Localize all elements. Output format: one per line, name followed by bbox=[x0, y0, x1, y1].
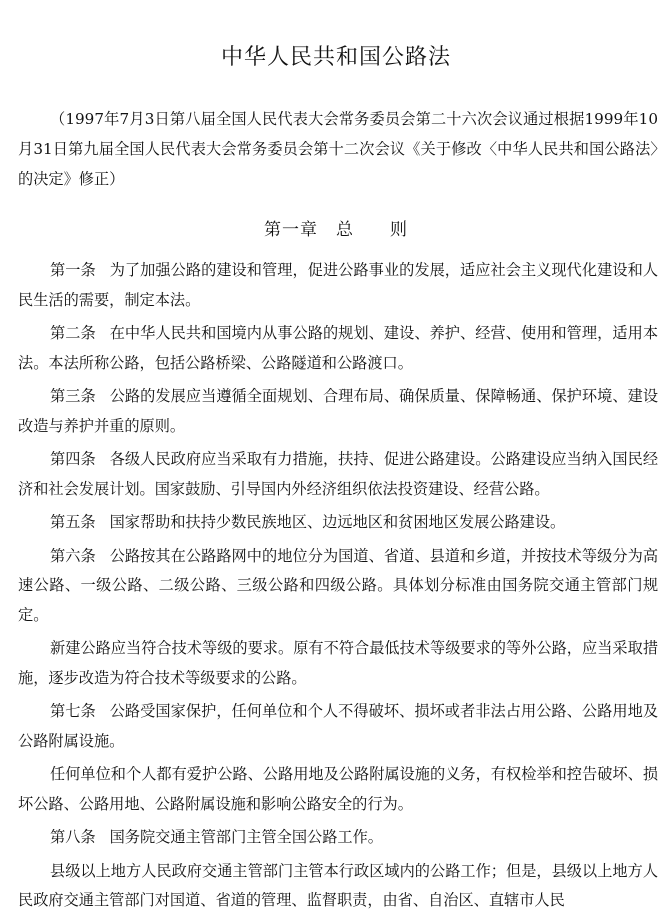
paragraph-text: 县级以上地方人民政府交通主管部门主管本行政区域内的公路工作；但是，县级以上地方人民政府交通主管部门对国道、省道的管理、监督职责，由省、自治区、直辖市人民 bbox=[18, 861, 658, 909]
article-number: 第五条 bbox=[50, 513, 96, 531]
article-number: 第六条 bbox=[50, 546, 96, 565]
law-paragraph bbox=[18, 382, 658, 441]
paragraph-text: 任何单位和个人都有爱护公路、公路用地及公路附属设施的义务，有权检举和控告破坏、损坏公路、公路用地、公路附属设施和影响公路安全的行为。 bbox=[18, 765, 658, 813]
article-number: 第三条 bbox=[50, 387, 96, 405]
paragraph-text: 在中华人民共和国境内从事公路的规划、建设、养护、经营、使用和管理，适用本法。本法所称公路，包括公路桥梁、公路隧道和公路渡口。 bbox=[18, 324, 659, 372]
document-preface: （1997年7月3日第八届全国人民代表大会常务委员会第二十六次会议通过根据1999年10月31日第九届全国人民代表大会常务委员会第十二次会议《关于修改〈中华人民共和国公路法〉的决定》修正） bbox=[18, 110, 658, 188]
law-paragraph bbox=[18, 508, 658, 538]
law-paragraph bbox=[18, 542, 658, 631]
law-paragraph bbox=[18, 445, 658, 504]
paragraph-text: 国家帮助和扶持少数民族地区、边远地区和贫困地区发展公路建设。 bbox=[109, 513, 566, 531]
paragraph-text: 公路受国家保护，任何单位和个人不得破坏、损坏或者非法占用公路、公路用地及公路附属设施。 bbox=[18, 702, 659, 750]
law-paragraph bbox=[18, 857, 658, 916]
article-number: 第四条 bbox=[50, 450, 96, 468]
document-title: 中华人民共和国公路法 bbox=[220, 45, 451, 70]
paragraph-text: 为了加强公路的建设和管理，促进公路事业的发展，适应社会主义现代化建设和人民生活的需要，制定本法。 bbox=[18, 261, 659, 309]
paragraph-text: 国务院交通主管部门主管全国公路工作。 bbox=[109, 828, 383, 846]
law-paragraph bbox=[18, 760, 658, 819]
law-body bbox=[18, 256, 658, 920]
paragraph-text: 公路的发展应当遵循全面规划、合理布局、确保质量、保障畅通、保护环境、建设改造与养护并重的原则。 bbox=[18, 387, 659, 435]
article-number: 第一条 bbox=[50, 261, 96, 279]
law-paragraph bbox=[18, 319, 658, 378]
law-paragraph bbox=[18, 697, 658, 756]
law-paragraph bbox=[18, 823, 658, 853]
article-number: 第二条 bbox=[50, 324, 96, 342]
article-number: 第七条 bbox=[50, 702, 96, 720]
paragraph-text: 各级人民政府应当采取有力措施，扶持、促进公路建设。公路建设应当纳入国民经济和社会发展计划。国家鼓励、引导国内外经济组织依法投资建设、经营公路。 bbox=[18, 450, 659, 498]
chapter-heading: 第一章 总 则 bbox=[264, 220, 408, 240]
paragraph-text: 公路按其在公路路网中的地位分为国道、省道、县道和乡道，并按技术等级分为高速公路、一级公路、二级公路、三级公路和四级公路。具体划分标准由国务院交通主管部门规定。 bbox=[18, 546, 659, 624]
law-paragraph bbox=[18, 256, 658, 315]
article-number: 第八条 bbox=[50, 828, 96, 846]
paragraph-text: 新建公路应当符合技术等级的要求。原有不符合最低技术等级要求的等外公路，应当采取措施，逐步改造为符合技术等级要求的公路。 bbox=[18, 639, 658, 687]
law-paragraph bbox=[18, 634, 658, 693]
